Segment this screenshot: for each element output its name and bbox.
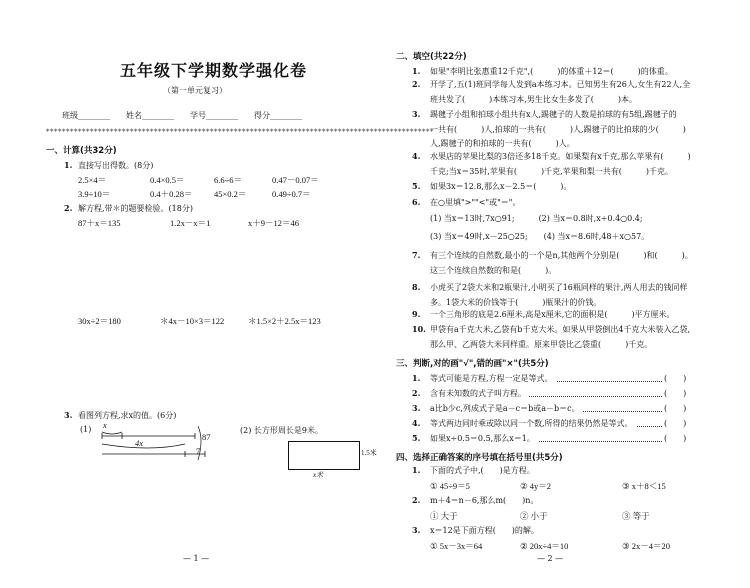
section-2-heading: 二、填空(共22分) <box>396 52 467 62</box>
section-4-heading: 四、选择正确答案的序号填在括号里(共5分) <box>396 453 563 463</box>
rectangle-figure <box>288 441 360 470</box>
q1-number: 1. <box>64 160 73 170</box>
rectangle-length-label: x米 <box>313 471 324 479</box>
q2-text: 解方程,带＊的题要检验。(18分) <box>78 204 193 213</box>
fill-question-line: 水果店的苹果比梨的3倍还多18千克。如果梨有x千克,那么苹果有( ) <box>430 152 691 161</box>
fill-question-number: 10. <box>412 324 426 334</box>
calc-item: 0.4＋0.28＝ <box>150 189 193 199</box>
calc-item: 0.4×0.5＝ <box>150 175 185 185</box>
fill-question-number: 7. <box>412 250 421 260</box>
answer-paren: ( ) <box>664 374 687 383</box>
judge-question-text: a比b少c,列成式子是a－c＝b或a－b＝c。 <box>430 403 583 414</box>
segment-label-7: 7 <box>196 446 201 456</box>
choice-option[interactable]: ① 5x－3x＝64 <box>430 541 483 551</box>
fill-question-line: (1) 当x＝13时,7x○91; (2) 当x＝0.8时,x÷0.4○0.4; <box>430 214 643 223</box>
fill-question-line: 班共发了( )本练习本,男生比女生多发了( )本。 <box>430 94 638 104</box>
judge-question-number: 1. <box>412 373 421 383</box>
q2-number: 2. <box>64 203 73 213</box>
fill-question-number: 3. <box>412 109 421 119</box>
rectangle-width-label: 1.5米 <box>361 449 377 457</box>
answer-paren: ( ) <box>664 404 687 413</box>
star-divider: ************************************************************************************************* <box>46 128 434 136</box>
choice-question-number: 3. <box>412 525 421 535</box>
fill-question-number: 6. <box>412 197 421 207</box>
equation-item: ＊4x－10×3＝122 <box>160 316 225 326</box>
fill-question-line: 人,踢毽子的和拍球的一共有( )人。 <box>430 139 575 148</box>
choice-option[interactable]: ③ 等于 <box>622 511 650 521</box>
judge-question-text: 含有未知数的式子叫方程。 <box>430 388 529 399</box>
judge-question-number: 2. <box>412 388 421 398</box>
judge-question-text: 等式两边同时乘或除以同一个数,所得的结果仍然是等式。 <box>430 418 636 429</box>
fill-question-number: 8. <box>412 282 421 292</box>
judge-question-number: 4. <box>412 418 421 428</box>
choice-question-text: x＝12是下面方程( )的解。 <box>430 526 539 535</box>
fill-question-line: 有三个连续的自然数,最小的一个是n,其他两个分别是( )和( )。 <box>430 251 693 260</box>
choice-option[interactable]: ① 45÷9＝5 <box>430 481 470 491</box>
choice-option[interactable]: ① 大于 <box>430 511 458 521</box>
fill-question-line: 那么甲、乙两袋大米同样重。原来甲袋比乙袋重( )千克。 <box>430 339 653 349</box>
fill-question-number: 4. <box>412 151 421 161</box>
judge-question-number: 3. <box>412 403 421 413</box>
fill-question-line: 千克;当x＝35时,苹果有( )千克,苹果和梨一共有( )千克。 <box>430 166 673 176</box>
fill-question-number: 5. <box>412 181 421 191</box>
fill-question-line: 这三个连续自然数的和是( )。 <box>430 265 557 275</box>
calc-item: 3.9÷10＝ <box>78 189 111 199</box>
segment-diagram <box>90 418 210 468</box>
page-number-left: — 1 — <box>183 554 210 563</box>
answer-paren: ( ) <box>664 434 687 443</box>
choice-question-number: 2. <box>412 495 421 505</box>
fill-question-line: 如果"李明比张惠重12千克",( )的体重＋12＝( )的体重。 <box>430 67 673 76</box>
page-number-right: — 2 — <box>537 554 564 563</box>
fill-question-line: 一个三角形的底是2.6厘米,高是x厘米,它的面积是( )平方厘米。 <box>430 310 675 319</box>
equation-item: 87＋x＝135 <box>78 218 121 228</box>
segment-label-87: 87 <box>202 432 211 442</box>
q3-part2-label: (2) 长方形周长是9米。 <box>240 426 323 435</box>
equation-item: x＋9－12＝46 <box>248 218 300 228</box>
fill-question-number: 1. <box>412 66 421 76</box>
page-title: 五年级下学期数学强化卷 <box>120 61 308 80</box>
fill-question-line: 踢毽子小组和拍球小组共有x人,踢毽子的人数是拍球的有5组,踢毽子的 <box>430 110 677 119</box>
answer-paren: ( ) <box>664 419 687 428</box>
choice-option[interactable]: ② 20x÷4＝10 <box>520 541 569 551</box>
fill-question-line: 开学了,五(1)班同学每人发到a本练习本。已知男生有26人,女生有22人,全 <box>430 80 691 89</box>
section-3-heading: 三、判断,对的画"√",错的画"×"(共5分) <box>396 359 549 369</box>
q3-number: 3. <box>64 410 73 420</box>
segment-label-4x: 4x <box>135 438 144 448</box>
calc-item: 2.5×4＝ <box>78 175 107 185</box>
choice-option[interactable]: ② 4y＝2 <box>520 481 551 491</box>
equation-item: 30x÷2＝180 <box>78 316 121 326</box>
fill-question-number: 2. <box>412 79 421 89</box>
q1-text: 直接写出得数。(8分) <box>78 161 154 170</box>
choice-question-text: 下面的式子中,( )是方程。 <box>430 466 535 475</box>
segment-label-x: x <box>103 420 107 430</box>
fill-question-line: 小虎买了2袋大米和2瓶果汁,小明买了16瓶同样的果汁,两人用去的钱同样 <box>430 283 688 292</box>
fill-question-line: 如果3x＝12.8,那么x－2.5＝( )。 <box>430 182 572 191</box>
fill-question-line: (3) 当x＝49时,x－25○25; (4) 当x＝8.6时,48＋x○57。 <box>430 231 650 241</box>
calc-item: 0.47－0.07＝ <box>272 175 319 185</box>
fill-question-number: 9. <box>412 309 421 319</box>
equation-item: 1.2x－x＝1 <box>170 218 211 228</box>
choice-option[interactable]: ③ x＋8＜15 <box>622 481 666 491</box>
fill-question-line: 在○里填">""<"或"＝"。 <box>430 198 521 207</box>
student-info-line: 班级________ 姓名________ 学号________ 得分________ <box>62 111 302 120</box>
judge-question-number: 5. <box>412 433 421 443</box>
calc-item: 45×0.2＝ <box>214 189 247 199</box>
equation-item: ＊1.5×2＋2.5x＝123 <box>248 316 321 326</box>
choice-question-number: 1. <box>412 465 421 475</box>
fill-question-line: 多。1袋大米的价钱等于( )瓶果汁的价钱。 <box>430 297 602 307</box>
calc-item: 0.49÷0.7＝ <box>272 189 311 199</box>
q3-part1-label: (1) <box>80 425 92 434</box>
answer-paren: ( ) <box>664 389 687 398</box>
calc-item: 6.6÷6＝ <box>214 175 243 185</box>
fill-question-line: 一共有( )人,拍球的一共有( )人,踢毽子的比拍球的少( ) <box>430 124 686 134</box>
subtitle: （第一单元复习） <box>163 86 227 95</box>
fill-question-line: 甲袋有a千克大米,乙袋有b千克大米。如果从甲袋倒出4千克大米装入乙袋, <box>430 325 691 334</box>
choice-option[interactable]: ③ 2x－4＝20 <box>622 541 670 551</box>
q3-text: 看图列方程,求x的值。(6分) <box>78 411 177 420</box>
judge-question-text: 如果x÷0.5＝0.5,那么x＝1。 <box>430 433 538 444</box>
choice-option[interactable]: ② 小于 <box>520 511 548 521</box>
section-1-heading: 一、计算(共32分) <box>46 146 117 156</box>
judge-question-text: 等式可能是方程,方程一定是等式。 <box>430 373 556 384</box>
choice-question-text: m＋4＝n－6,那么m( )n。 <box>430 496 539 505</box>
